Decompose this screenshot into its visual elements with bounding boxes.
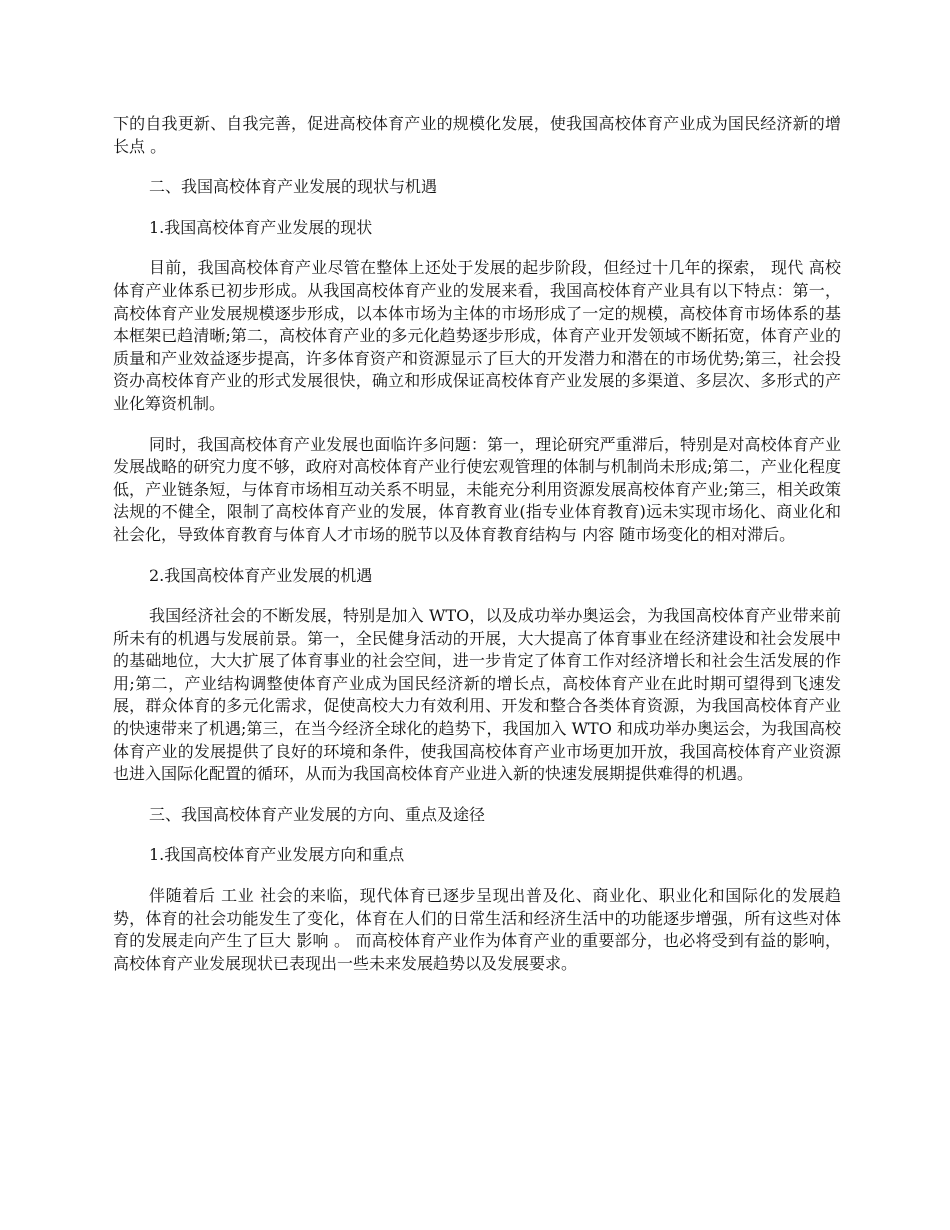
subsection-heading-opportunities: 2.我国高校体育产业发展的机遇	[149, 565, 373, 585]
subsection-heading-current-status: 1.我国高校体育产业发展的现状	[149, 217, 373, 237]
paragraph-continuation: 下的自我更新、自我完善，促进高校体育产业的规模化发展，使我国高校体育产业成为国民经济新的增长点 。	[113, 114, 841, 156]
paragraph-opportunities: 我国经济社会的不断发展，特别是加入 WTO，以及成功举办奥运会，为我国高校体育产业带来前所未有的机遇与发展前景。第一，全民健身活动的开展，大大提高了体育事业在经济建设和社会发展中的基础地位，大大扩展了体育事业的社会空间，进一步肯定了体育工作对经济增长和社会生活发展的作用;第二，产业结构调整使体育产业成为国民经济新的增长点，高校体育产业在此时期可望得到飞速发展，群众体育的多元化需求，促使高校大力有效利用、开发和整合各类体育资源，为我国高校体育产业的快速带来了机遇;第三，在当今经济全球化的趋势下，我国加入 WTO 和成功举办奥运会，为我国高校体育产业的发展提供了良好的环境和条件，使我国高校体育产业市场更加开放，我国高校体育产业资源也进入国际化配置的循环，从而为我国高校体育产业进入新的快速发展期提供难得的机遇。	[113, 606, 841, 784]
paragraph-problems: 同时，我国高校体育产业发展也面临许多问题：第一，理论研究严重滞后，特别是对高校体育产业发展战略的研究力度不够，政府对高校体育产业行使宏观管理的体制与机制尚未形成;第二，产业化程度低，产业链条短，与体育市场相互动关系不明显，未能充分利用资源发展高校体育产业;第三，相关政策法规的不健全，限制了高校体育产业的发展，体育教育业(指专业体育教育)远未实现市场化、商业化和社会化，导致体育教育与体育人才市场的脱节以及体育教育结构与 内容 随市场变化的相对滞后。	[113, 434, 841, 544]
paragraph-current-status: 目前，我国高校体育产业尽管在整体上还处于发展的起步阶段，但经过十几年的探索， 现代 高校体育产业体系已初步形成。从我国高校体育产业的发展来看，我国高校体育产业具有以下特点：第一，高校体育产业发展规模逐步形成，以本体市场为主体的市场形成了一定的规模，高校体育市场体系的基本框架已趋清晰;第二，高校体育产业的多元化趋势逐步形成，体育产业开发领域不断拓宽，体育产业的质量和产业效益逐步提高，许多体育资产和资源显示了巨大的开发潜力和潜在的市场优势;第三，社会投资办高校体育产业的形式发展很快，确立和形成保证高校体育产业发展的多渠道、多层次、多形式的产业化筹资机制。	[113, 258, 841, 413]
section-heading-direction-and-approach: 三、我国高校体育产业发展的方向、重点及途径	[149, 804, 486, 824]
paragraph-direction: 伴随着后 工业 社会的来临，现代体育已逐步呈现出普及化、商业化、职业化和国际化的发展趋势，体育的社会功能发生了变化，体育在人们的日常生活和经济生活中的功能逐步增强，所有这些对体育的发展走向产生了巨大 影响 。 而高校体育产业作为体育产业的重要部分，也必将受到有益的影响，高校体育产业发展现状已表现出一些未来发展趋势以及发展要求。	[113, 886, 841, 973]
subsection-heading-direction: 1.我国高校体育产业发展方向和重点	[149, 845, 405, 865]
document-page	[113, 113, 841, 993]
section-heading-status-and-opportunities: 二、我国高校体育产业发展的现状与机遇	[149, 177, 438, 197]
